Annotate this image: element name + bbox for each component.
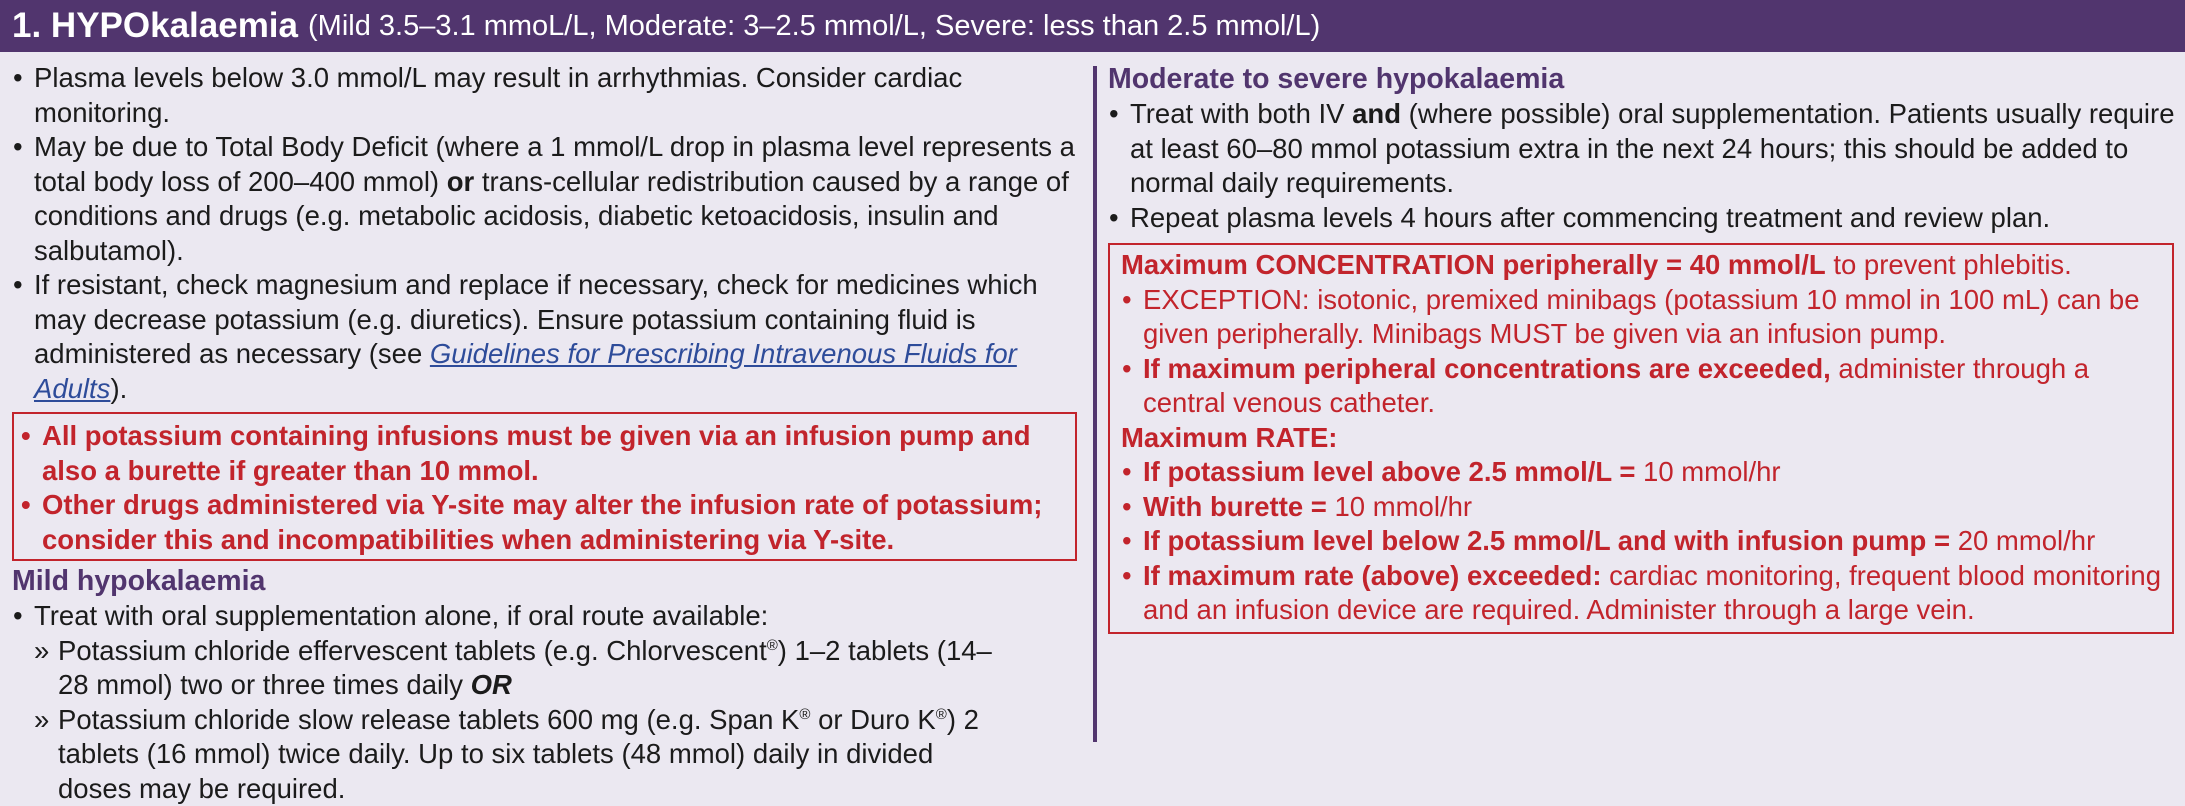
mild-heading: Mild hypokalaemia: [12, 564, 1084, 599]
max-rate-heading: Maximum RATE:: [1121, 421, 2164, 456]
section-title: 1. HYPOkalaemia: [12, 6, 298, 46]
bullet-glyph: •: [1122, 455, 1132, 490]
rate-exceeded: • If maximum rate (above) exceeded: cardiac monitoring, frequent blood monitoring and an infusion device are required. Administer through a large vein.: [1121, 559, 2164, 628]
bullet-arrhythmias: • Plasma levels below 3.0 mmol/L may result in arrhythmias. Consider cardiac monitoring.: [12, 61, 1084, 130]
max-concentration-line: Maximum CONCENTRATION peripherally = 40 mmol/L to prevent phlebitis.: [1121, 248, 2164, 283]
bullet-glyph: •: [1109, 97, 1119, 132]
content-area: [0, 52, 2185, 753]
bullet-glyph: •: [1122, 490, 1132, 525]
section-header: [0, 0, 2185, 52]
bullet-resistant: • If resistant, check magnesium and replace if necessary, check for medicines which may decrease potassium (e.g. diuretics). Ensure potassium containing fluid is administered as necessary (see Guidelines for Prescribing Intravenous Fluids for Adults).: [12, 268, 1084, 406]
sub-bullet-effervescent: » Potassium chloride effervescent tablets (e.g. Chlorvescent®) 1–2 tablets (14–28 mmol) two or three times daily OR: [12, 634, 998, 703]
iv-fluids-guideline-link[interactable]: Guidelines for Prescribing Intravenous Fluids for Adults: [34, 338, 1017, 404]
warning-infusion-pump: • All potassium containing infusions must be given via an infusion pump and also a burette if greater than 10 mmol.: [20, 419, 1067, 488]
left-column: [12, 52, 1084, 806]
bullet-glyph: •: [13, 130, 23, 165]
bullet-causes: • May be due to Total Body Deficit (where a 1 mmol/L drop in plasma level represents a total body loss of 200–400 mmol) or trans-cellular redistribution caused by a range of conditions and drugs (e.g. metabolic acidosis, diabetic ketoacidosis, insulin and salbutamol).: [12, 130, 1084, 268]
bullet-repeat-levels: • Repeat plasma levels 4 hours after commencing treatment and review plan.: [1108, 201, 2178, 236]
rate-above-2-5: • If potassium level above 2.5 mmol/L = 10 mmol/hr: [1121, 455, 2164, 490]
bullet-glyph: •: [21, 419, 31, 454]
bullet-glyph: •: [1109, 201, 1119, 236]
bullet-oral-supplementation: • Treat with oral supplementation alone, if oral route available:: [12, 599, 1084, 634]
bullet-glyph: •: [13, 61, 23, 96]
arrow-glyph: »: [34, 634, 49, 669]
bullet-iv-oral: • Treat with both IV and (where possible) oral supplementation. Patients usually require at least 60–80 mmol potassium extra in the next 24 hours; this should be added to normal daily requirements.: [1108, 97, 2178, 201]
rate-with-burette: • With burette = 10 mmol/hr: [1121, 490, 2164, 525]
bullet-glyph: •: [1122, 524, 1132, 559]
bullet-exceeded-concentration: • If maximum peripheral concentrations are exceeded, administer through a central venous catheter.: [1121, 352, 2164, 421]
bullet-glyph: •: [1122, 352, 1132, 387]
sub-bullet-slow-release: » Potassium chloride slow release tablets 600 mg (e.g. Span K® or Duro K®) 2 tablets (16 mmol) twice daily. Up to six tablets (48 mmol) daily in divided doses may be required.: [12, 703, 998, 806]
rate-below-2-5-pump: • If potassium level below 2.5 mmol/L and with infusion pump = 20 mmol/hr: [1121, 524, 2164, 559]
right-column: [1108, 52, 2178, 634]
bullet-glyph: •: [13, 599, 23, 634]
moderate-severe-heading: Moderate to severe hypokalaemia: [1108, 62, 2178, 97]
infusion-warning-box: [12, 412, 1077, 561]
bullet-exception-minibags: • EXCEPTION: isotonic, premixed minibags (potassium 10 mmol in 100 mL) can be given peripherally. Minibags MUST be given via an infusion pump.: [1121, 283, 2164, 352]
bullet-glyph: •: [13, 268, 23, 303]
warning-y-site: • Other drugs administered via Y-site may alter the infusion rate of potassium; consider this and incompatibilities when administering via Y-site.: [20, 488, 1067, 557]
bullet-glyph: •: [1122, 283, 1132, 318]
severity-ranges: (Mild 3.5–3.1 mmoL/L, Moderate: 3–2.5 mmol/L, Severe: less than 2.5 mmol/L): [308, 10, 1320, 43]
bullet-glyph: •: [21, 488, 31, 523]
bullet-glyph: •: [1122, 559, 1132, 594]
column-divider: [1093, 66, 1097, 742]
max-concentration-rate-box: [1108, 243, 2174, 634]
arrow-glyph: »: [34, 703, 49, 738]
